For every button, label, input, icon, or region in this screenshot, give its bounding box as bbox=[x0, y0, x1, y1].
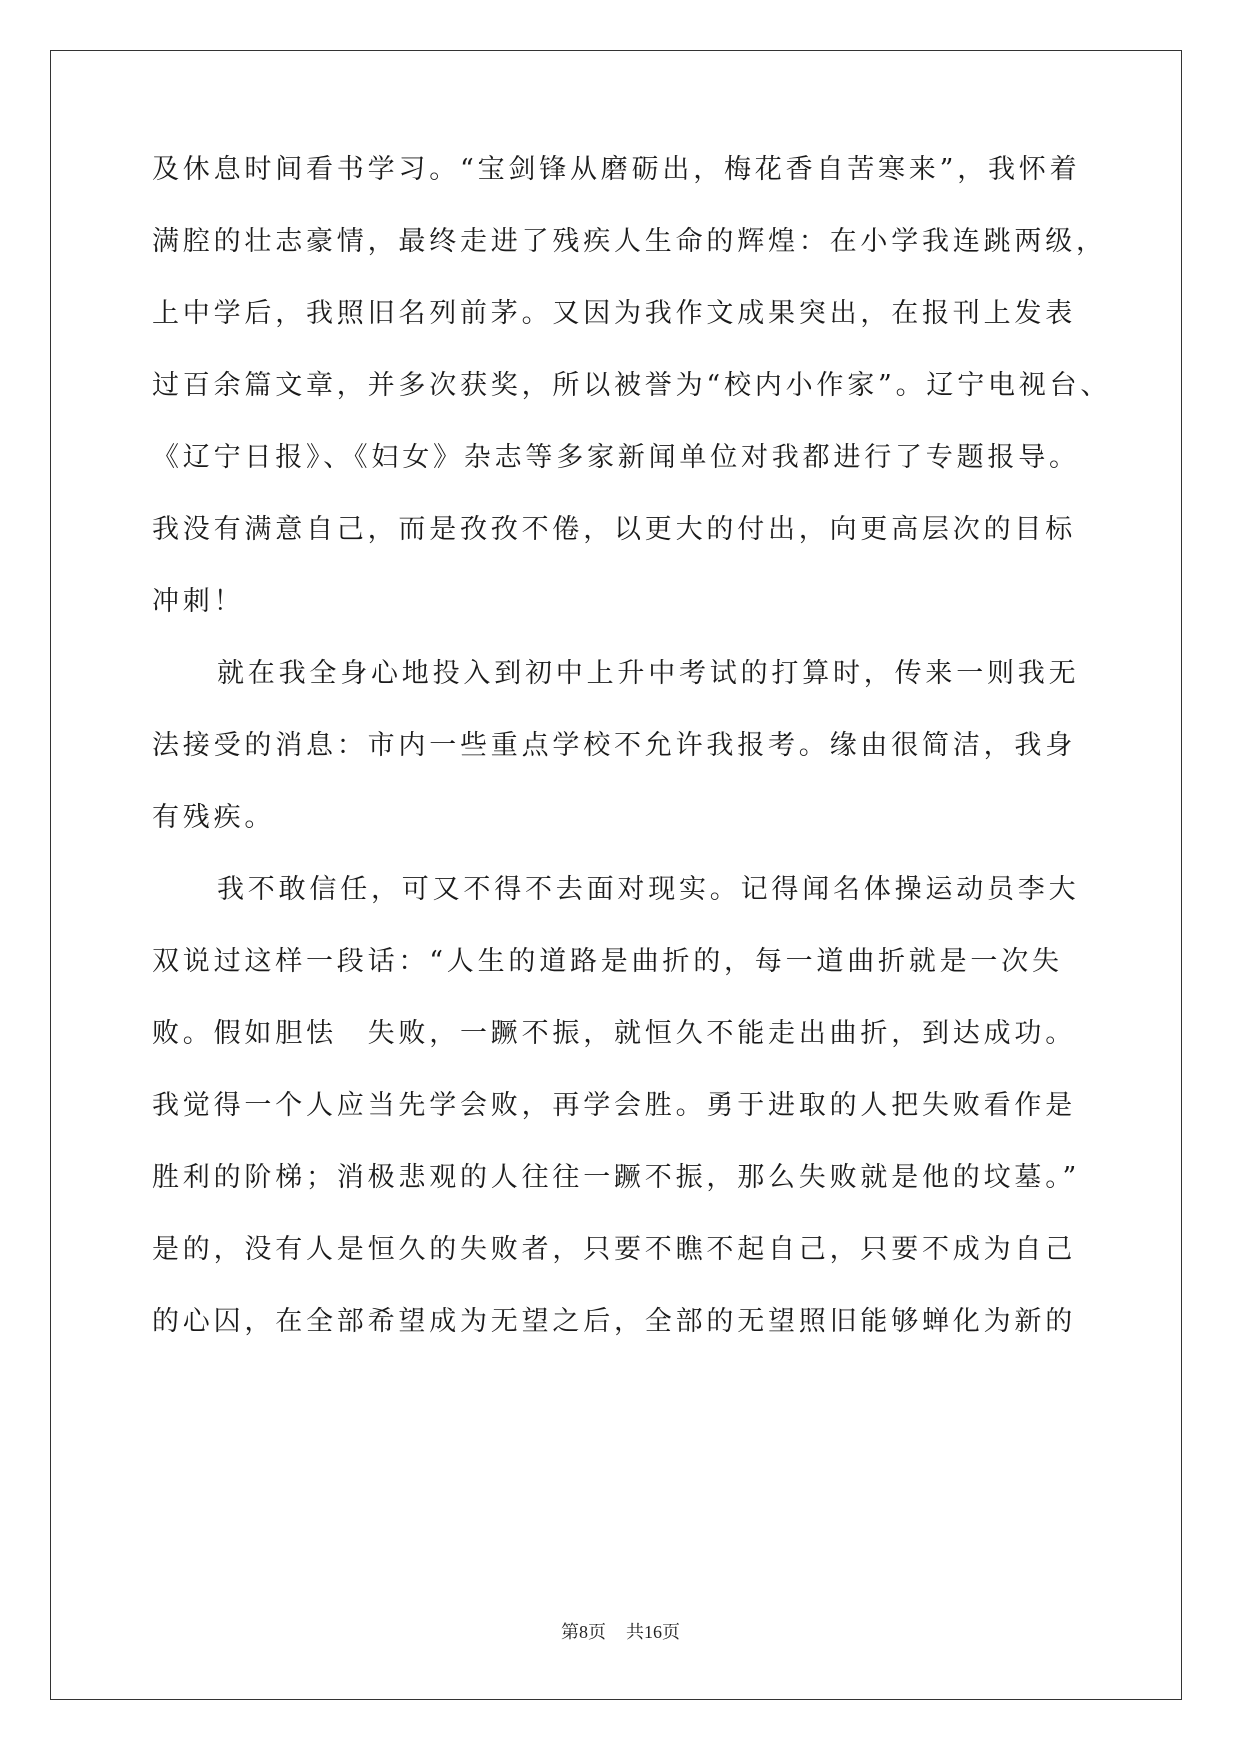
text-line: 败。假如胆怯 失败，一蹶不振，就恒久不能走出曲折，到达成功。 bbox=[152, 1018, 1076, 1049]
text-line: 我没有满意自己，而是孜孜不倦，以更大的付出，向更高层次的目标 bbox=[152, 514, 1076, 545]
text-line: 双说过这样一段话：“人生的道路是曲折的，每一道曲折就是一次失 bbox=[152, 946, 1063, 977]
text-line: 的心囚，在全部希望成为无望之后，全部的无望照旧能够蝉化为新的 bbox=[152, 1306, 1076, 1337]
page-number: 第8页 bbox=[561, 1622, 606, 1642]
text-line: 法接受的消息：市内一些重点学校不允许我报考。缘由很简洁，我身 bbox=[152, 730, 1076, 761]
page-footer bbox=[0, 1620, 1241, 1644]
text-line: 过百余篇文章，并多次获奖，所以被誉为“校内小作家”。辽宁电视台、 bbox=[152, 370, 1112, 401]
text-line: 《辽宁日报》、《妇女》杂志等多家新闻单位对我都进行了专题报导。 bbox=[152, 442, 1080, 473]
text-line: 胜利的阶梯；消极悲观的人往往一蹶不振，那么失败就是他的坟墓。” bbox=[152, 1162, 1081, 1193]
text-line: 冲刺！ bbox=[152, 586, 245, 617]
text-line: 我觉得一个人应当先学会败，再学会胜。勇于进取的人把失败看作是 bbox=[152, 1090, 1076, 1121]
paragraph-first-line: 就在我全身心地投入到初中上升中考试的打算时，传来一则我无 bbox=[217, 658, 1080, 689]
text-line: 及休息时间看书学习。“宝剑锋从磨砺出，梅花香自苦寒来”，我怀着 bbox=[152, 154, 1081, 185]
page-total: 共16页 bbox=[626, 1622, 680, 1642]
text-line: 是的，没有人是恒久的失败者，只要不瞧不起自己，只要不成为自己 bbox=[152, 1234, 1076, 1265]
text-line: 满腔的壮志豪情，最终走进了残疾人生命的辉煌：在小学我连跳两级， bbox=[152, 226, 1107, 257]
text-line: 有残疾。 bbox=[152, 802, 276, 833]
paragraph-first-line: 我不敢信任，可又不得不去面对现实。记得闻名体操运动员李大 bbox=[217, 874, 1080, 905]
text-line: 上中学后，我照旧名列前茅。又因为我作文成果突出，在报刊上发表 bbox=[152, 298, 1076, 329]
